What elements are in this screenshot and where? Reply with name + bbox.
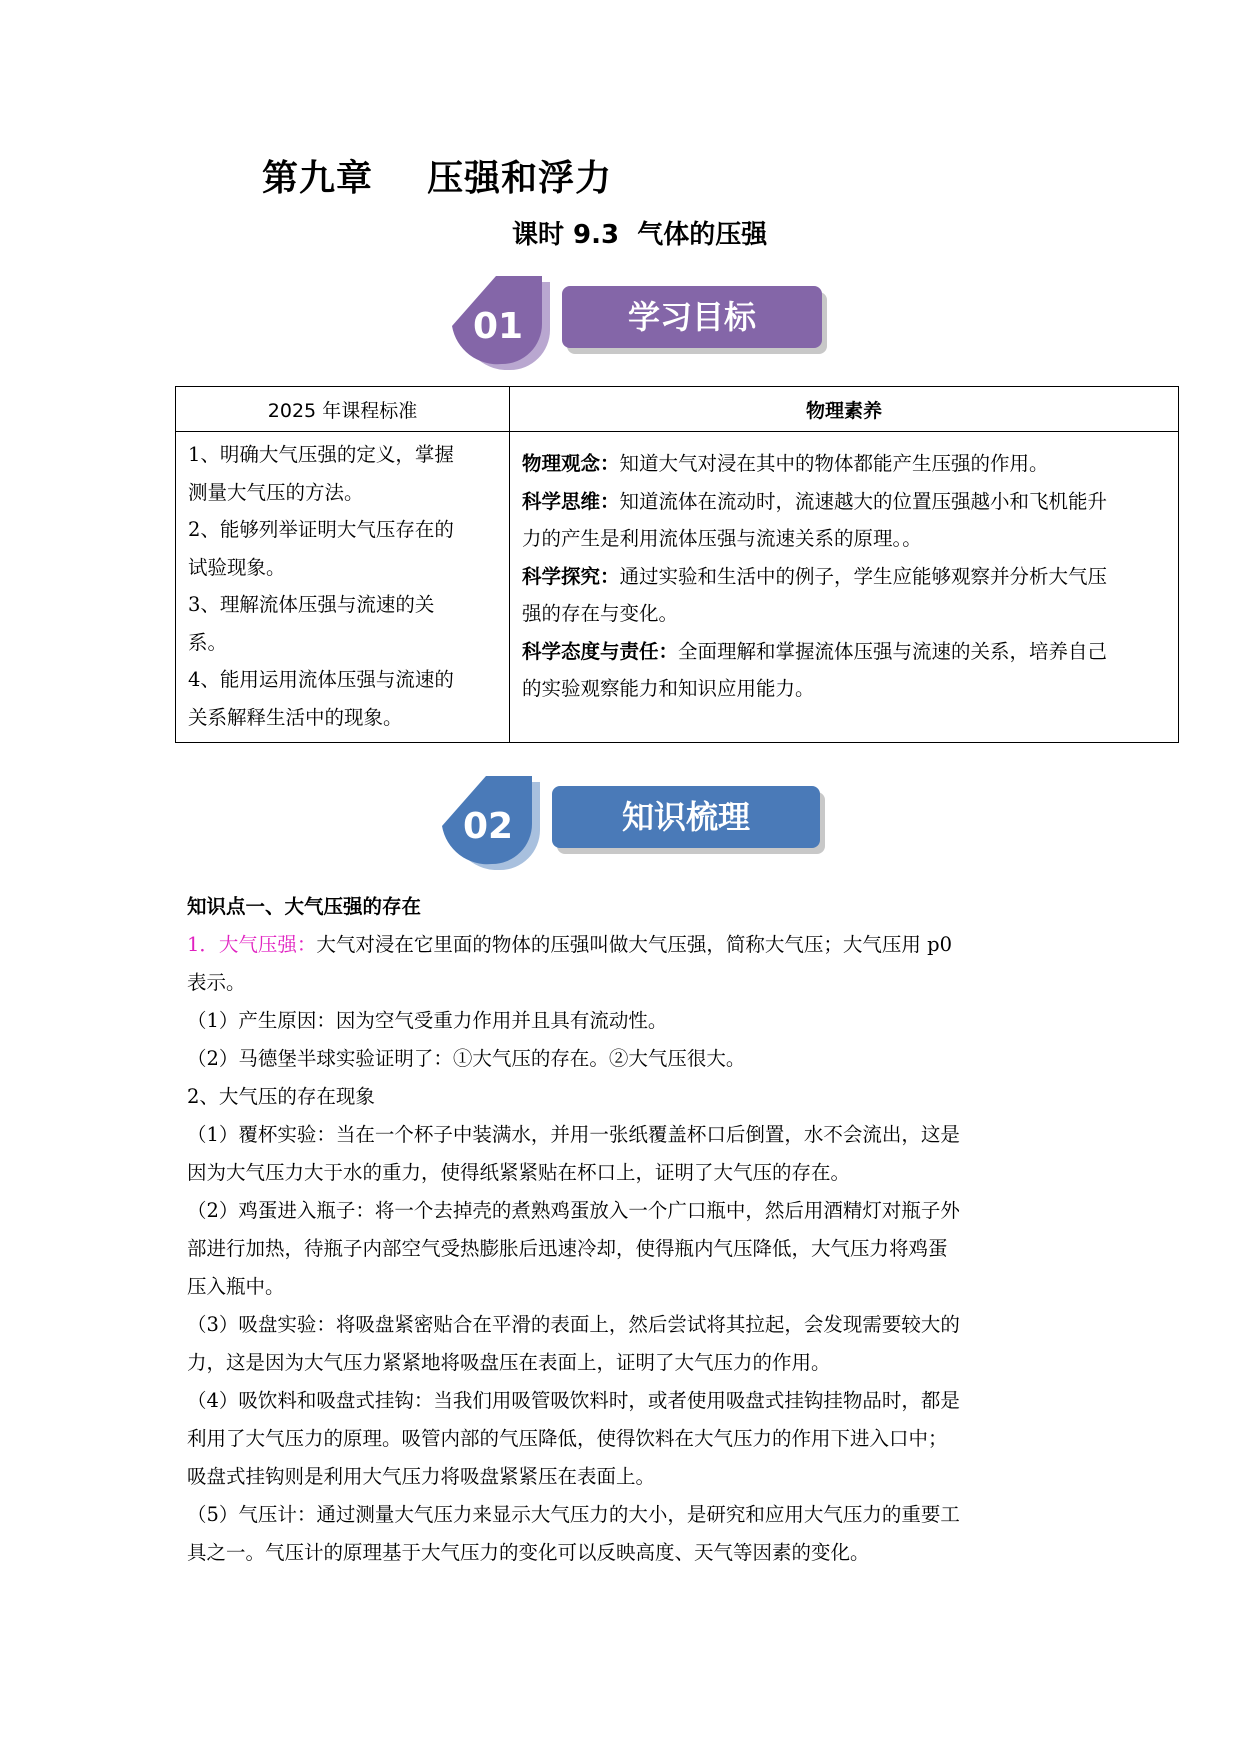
literacy-text: 全面理解和掌握流体压强与流速的关系，培养自己 (678, 639, 1108, 663)
literacy-text: 知道大气对浸在其中的物体都能产生压强的作用。 (619, 452, 1049, 475)
badge-02-number: 02 (462, 806, 514, 847)
section-badge-knowledge (438, 770, 828, 870)
literacy-text: 知道流体在流动时，流速越大的位置压强越小和飞机能升 (619, 489, 1108, 513)
definition-text-cont: 表示。 (187, 971, 246, 994)
definition-text: 大气对浸在它里面的物体的压强叫做大气压强，简称大气压；大气压用 p0 (316, 933, 953, 956)
paragraph: （5）气压计：通过测量大气压力来显示大气压力的大小，是研究和应用大气压力的重要工 (187, 1503, 960, 1526)
col-header-literacy: 物理素养 (510, 387, 1179, 432)
badge-01-label: 学习目标 (562, 286, 822, 348)
literacy-item (522, 445, 1168, 483)
paragraph: 压入瓶中。 (187, 1275, 285, 1298)
literacy-term: 科学态度与责任： (522, 639, 679, 663)
paragraph: 力，这是因为大气压力紧紧地将吸盘压在表面上，证明了大气压力的作用。 (187, 1351, 831, 1374)
literacy-term: 科学探究： (522, 564, 620, 588)
standard-line: 测量大气压的方法。 (188, 480, 364, 504)
paragraph: （1）产生原因：因为空气受重力作用并且具有流动性。 (187, 1009, 668, 1032)
literacy-text-cont: 力的产生是利用流体压强与流速关系的原理。。 (522, 527, 922, 550)
literacy-item (522, 483, 1168, 521)
chapter-title: 第九章 压强和浮力 (262, 158, 613, 199)
literacy-text: 通过实验和生活中的例子，学生应能够观察并分析大气压 (619, 564, 1108, 588)
literacy-cell (510, 432, 1179, 743)
paragraph: 部进行加热，待瓶子内部空气受热膨胀后迅速冷却，使得瓶内气压降低，大气压力将鸡蛋 (187, 1237, 948, 1260)
sub-heading: 2、大气压的存在现象 (187, 1085, 375, 1108)
badge-02-shape (438, 770, 548, 870)
standard-line: 系。 (188, 630, 228, 654)
definition-paragraph (187, 926, 1047, 964)
standard-line: 关系解释生活中的现象。 (188, 705, 403, 729)
literacy-item (522, 633, 1168, 671)
section-badge-goals (448, 270, 828, 370)
literacy-item (522, 558, 1168, 596)
standard-line: 1、明确大气压强的定义，掌握 (188, 443, 454, 466)
paragraph: 具之一。气压计的原理基于大气压力的变化可以反映高度、天气等因素的变化。 (187, 1541, 870, 1564)
paragraph: （3）吸盘实验：将吸盘紧密贴合在平滑的表面上，然后尝试将其拉起，会发现需要较大的 (187, 1313, 960, 1336)
definition-label: 1．大气压强： (187, 933, 317, 956)
paragraph: （4）吸饮料和吸盘式挂钩：当我们用吸管吸饮料时，或者使用吸盘式挂钩挂物品时，都是 (187, 1389, 960, 1412)
knowledge-heading: 知识点一、大气压强的存在 (187, 895, 422, 918)
paragraph: 利用了大气压力的原理。吸管内部的气压降低，使得饮料在大气压力的作用下进入口中； (187, 1427, 948, 1450)
paragraph: （2）马德堡半球实验证明了：①大气压的存在。②大气压很大。 (187, 1047, 746, 1070)
knowledge-section (187, 888, 1047, 1572)
badge-02-label: 知识梳理 (552, 786, 820, 848)
paragraph: 因为大气压力大于水的重力，使得纸紧紧贴在杯口上，证明了大气压的存在。 (187, 1161, 851, 1184)
literacy-text-cont: 的实验观察能力和知识应用能力。 (522, 677, 815, 700)
lesson-title: 课时 9.3 气体的压强 (512, 220, 768, 250)
standard-line: 4、能用运用流体压强与流速的 (188, 668, 454, 691)
standard-line: 试验现象。 (188, 555, 286, 579)
badge-01-number: 01 (472, 306, 524, 347)
literacy-term: 物理观念： (522, 452, 620, 475)
paragraph: （1）覆杯实验：当在一个杯子中装满水，并用一张纸覆盖杯口后倒置，水不会流出，这是 (187, 1123, 960, 1146)
paragraph: 吸盘式挂钩则是利用大气压力将吸盘紧紧压在表面上。 (187, 1465, 656, 1488)
standard-line: 2、能够列举证明大气压存在的 (188, 518, 454, 541)
paragraph: （2）鸡蛋进入瓶子：将一个去掉壳的煮熟鸡蛋放入一个广口瓶中，然后用酒精灯对瓶子外 (187, 1199, 960, 1222)
standards-table (175, 386, 1179, 743)
badge-01-shape (448, 270, 558, 370)
literacy-term: 科学思维： (522, 489, 620, 513)
col-header-standard: 2025 年课程标准 (176, 387, 510, 432)
standard-line: 3、理解流体压强与流速的关 (188, 593, 435, 616)
standards-cell (176, 432, 510, 743)
literacy-text-cont: 强的存在与变化。 (522, 602, 679, 625)
